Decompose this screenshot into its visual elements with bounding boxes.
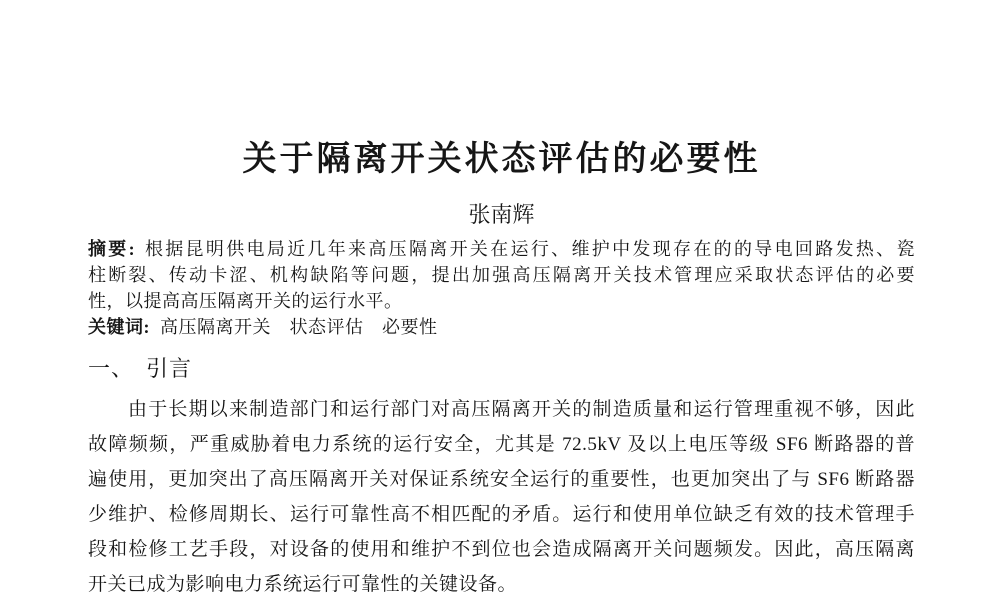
keywords-label: 关键词: (88, 317, 150, 337)
body-line: 少维护、检修周期长、运行可靠性高不相匹配的矛盾。运行和使用单位缺乏有效的技术管理手 (88, 504, 915, 525)
body-paragraph (88, 392, 915, 599)
body-line: 遍使用，更加突出了高压隔离开关对保证系统安全运行的重要性，也更加突出了与 SF6 断路器 (88, 469, 915, 490)
abstract-text: 根据昆明供电局近几年来高压隔离开关在运行、维护中发现存在的的导电回路发热、瓷 (143, 239, 915, 259)
body-line: 故障频频，严重威胁着电力系统的运行安全，尤其是 72.5kV 及以上电压等级 SF6 断路器的普 (88, 434, 915, 455)
abstract-block (88, 236, 915, 340)
document-content (88, 0, 915, 599)
author-name: 张南辉 (468, 202, 535, 227)
body-line: 由于长期以来制造部门和运行部门对高压隔离开关的制造质量和运行管理重视不够，因此 (128, 399, 915, 420)
keywords-text: 高压隔离开关 状态评估 必要性 (160, 317, 438, 337)
page-title: 关于隔离开关状态评估的必要性 (242, 141, 761, 178)
abstract-line: 柱断裂、传动卡涩、机构缺陷等问题，提出加强高压隔离开关技术管理应采取状态评估的必要 (88, 265, 915, 285)
abstract-label: 摘要: (88, 239, 136, 259)
abstract-line: 性，以提高高压隔离开关的运行水平。 (88, 291, 403, 311)
keywords-line (88, 314, 915, 340)
body-line: 段和检修工艺手段，对设备的使用和维护不到位也会造成隔离开关问题频发。因此，高压隔离 (88, 539, 915, 560)
abstract-line (88, 236, 915, 262)
body-line: 开关已成为影响电力系统运行可靠性的关键设备。 (88, 574, 518, 595)
section-heading-introduction: 一、 引言 (88, 356, 193, 381)
